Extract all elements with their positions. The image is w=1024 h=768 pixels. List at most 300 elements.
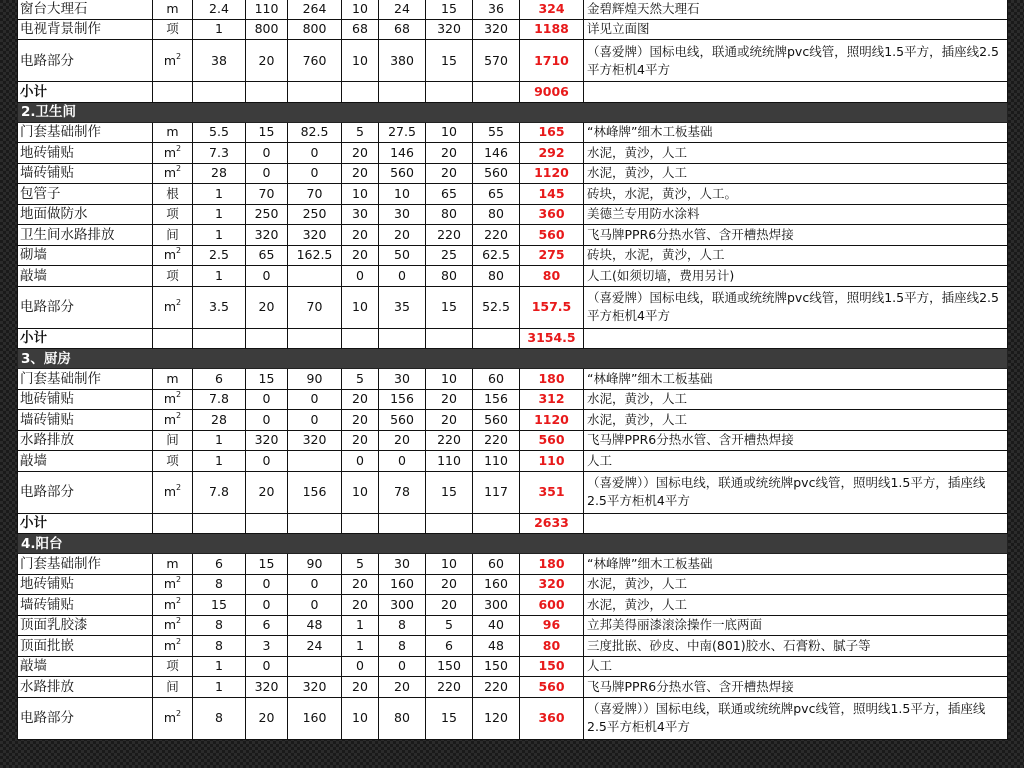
- row-total-cell[interactable]: 560: [520, 430, 584, 451]
- auxiliary-price-cell[interactable]: 10: [342, 40, 379, 82]
- item-name[interactable]: 敲墙: [18, 656, 153, 677]
- auxiliary-price-cell[interactable]: 20: [342, 143, 379, 164]
- item-name[interactable]: 敲墙: [18, 451, 153, 472]
- empty-cell[interactable]: [246, 513, 288, 534]
- material-price-cell[interactable]: 110: [246, 0, 288, 19]
- auxiliary-total-cell[interactable]: 30: [379, 369, 426, 390]
- empty-cell[interactable]: [288, 513, 342, 534]
- description-cell[interactable]: “林峰牌”细木工板基础: [584, 554, 1008, 575]
- empty-cell[interactable]: [153, 82, 193, 103]
- empty-cell[interactable]: [426, 328, 473, 349]
- labor-total-cell[interactable]: 80: [473, 266, 520, 287]
- unit-cell[interactable]: [153, 184, 193, 205]
- empty-cell[interactable]: [342, 82, 379, 103]
- subtotal-value[interactable]: 3154.5: [520, 328, 584, 349]
- labor-price-cell[interactable]: 6: [426, 636, 473, 657]
- empty-cell[interactable]: [153, 328, 193, 349]
- description-cell[interactable]: 砖块，水泥，黄沙，人工。: [584, 184, 1008, 205]
- description-cell[interactable]: “林峰牌”细木工板基础: [584, 122, 1008, 143]
- labor-price-cell[interactable]: 15: [426, 0, 473, 19]
- labor-total-cell[interactable]: 120: [473, 697, 520, 739]
- labor-total-cell[interactable]: 110: [473, 451, 520, 472]
- labor-price-cell[interactable]: 20: [426, 574, 473, 595]
- quantity-cell[interactable]: 8: [193, 697, 246, 739]
- material-price-cell[interactable]: 320: [246, 677, 288, 698]
- section-title[interactable]: 2.卫生间: [18, 102, 1008, 122]
- labor-total-cell[interactable]: 156: [473, 389, 520, 410]
- description-cell[interactable]: 水泥，黄沙，人工: [584, 595, 1008, 616]
- labor-price-cell[interactable]: 20: [426, 410, 473, 431]
- section-title[interactable]: 4.阳台: [18, 534, 1008, 554]
- labor-total-cell[interactable]: 570: [473, 40, 520, 82]
- labor-price-cell[interactable]: 15: [426, 286, 473, 328]
- labor-price-cell[interactable]: 10: [426, 122, 473, 143]
- item-name[interactable]: 砌墙: [18, 245, 153, 266]
- row-total-cell[interactable]: 312: [520, 389, 584, 410]
- description-cell[interactable]: （喜爱牌））国标电线，联通或统统牌pvc线管，照明线1.5平方，插座线2.5平方柜机4平方: [584, 697, 1008, 739]
- labor-price-cell[interactable]: 10: [426, 554, 473, 575]
- item-name[interactable]: 电视背景制作: [18, 19, 153, 40]
- quantity-cell[interactable]: 28: [193, 163, 246, 184]
- item-name[interactable]: 门套基础制作: [18, 122, 153, 143]
- material-price-cell[interactable]: 0: [246, 595, 288, 616]
- empty-cell[interactable]: [426, 82, 473, 103]
- material-price-cell[interactable]: 20: [246, 40, 288, 82]
- item-name[interactable]: 墙砖铺贴: [18, 595, 153, 616]
- auxiliary-price-cell[interactable]: 20: [342, 574, 379, 595]
- auxiliary-total-cell[interactable]: 35: [379, 286, 426, 328]
- labor-total-cell[interactable]: 36: [473, 0, 520, 19]
- material-total-cell[interactable]: 90: [288, 554, 342, 575]
- labor-total-cell[interactable]: 560: [473, 410, 520, 431]
- auxiliary-total-cell[interactable]: 0: [379, 266, 426, 287]
- labor-total-cell[interactable]: 320: [473, 19, 520, 40]
- auxiliary-total-cell[interactable]: 20: [379, 677, 426, 698]
- empty-cell[interactable]: [473, 513, 520, 534]
- material-total-cell[interactable]: 800: [288, 19, 342, 40]
- quantity-cell[interactable]: 1: [193, 677, 246, 698]
- empty-cell[interactable]: [426, 513, 473, 534]
- description-cell[interactable]: （喜爱牌）国标电线，联通或统统牌pvc线管，照明线1.5平方，插座线2.5平方柜机4平方: [584, 40, 1008, 82]
- item-name[interactable]: 电路部分: [18, 697, 153, 739]
- quantity-cell[interactable]: 1: [193, 184, 246, 205]
- auxiliary-total-cell[interactable]: 68: [379, 19, 426, 40]
- labor-price-cell[interactable]: 20: [426, 595, 473, 616]
- empty-cell[interactable]: [473, 328, 520, 349]
- empty-cell[interactable]: [379, 82, 426, 103]
- labor-total-cell[interactable]: 60: [473, 369, 520, 390]
- auxiliary-total-cell[interactable]: 30: [379, 554, 426, 575]
- material-price-cell[interactable]: 3: [246, 636, 288, 657]
- auxiliary-total-cell[interactable]: 560: [379, 410, 426, 431]
- row-total-cell[interactable]: 1188: [520, 19, 584, 40]
- material-price-cell[interactable]: 15: [246, 122, 288, 143]
- empty-cell[interactable]: [342, 513, 379, 534]
- item-name[interactable]: 墙砖铺贴: [18, 410, 153, 431]
- auxiliary-total-cell[interactable]: 0: [379, 656, 426, 677]
- material-total-cell[interactable]: [288, 451, 342, 472]
- row-total-cell[interactable]: 560: [520, 225, 584, 246]
- description-cell[interactable]: 金碧辉煌天然大理石: [584, 0, 1008, 19]
- material-price-cell[interactable]: 20: [246, 286, 288, 328]
- unit-cell[interactable]: [153, 451, 193, 472]
- auxiliary-total-cell[interactable]: 560: [379, 163, 426, 184]
- row-total-cell[interactable]: 320: [520, 574, 584, 595]
- unit-cell[interactable]: [153, 245, 193, 266]
- auxiliary-total-cell[interactable]: 156: [379, 389, 426, 410]
- unit-cell[interactable]: [153, 40, 193, 82]
- unit-cell[interactable]: [153, 554, 193, 575]
- labor-price-cell[interactable]: 20: [426, 389, 473, 410]
- item-name[interactable]: 电路部分: [18, 40, 153, 82]
- material-total-cell[interactable]: 0: [288, 389, 342, 410]
- auxiliary-price-cell[interactable]: 20: [342, 163, 379, 184]
- row-total-cell[interactable]: 150: [520, 656, 584, 677]
- labor-price-cell[interactable]: 220: [426, 430, 473, 451]
- description-cell[interactable]: 砖块，水泥，黄沙，人工: [584, 245, 1008, 266]
- unit-cell[interactable]: [153, 389, 193, 410]
- labor-total-cell[interactable]: 560: [473, 163, 520, 184]
- description-cell[interactable]: 立邦美得丽漆滚涂操作一底两面: [584, 615, 1008, 636]
- auxiliary-price-cell[interactable]: 0: [342, 451, 379, 472]
- description-cell[interactable]: 飞马牌PPR6分热水管、含开槽热焊接: [584, 225, 1008, 246]
- row-total-cell[interactable]: 157.5: [520, 286, 584, 328]
- empty-cell[interactable]: [473, 82, 520, 103]
- material-price-cell[interactable]: 0: [246, 410, 288, 431]
- unit-cell[interactable]: [153, 204, 193, 225]
- description-cell[interactable]: 水泥，黄沙，人工: [584, 163, 1008, 184]
- row-total-cell[interactable]: 110: [520, 451, 584, 472]
- row-total-cell[interactable]: 275: [520, 245, 584, 266]
- material-price-cell[interactable]: 0: [246, 389, 288, 410]
- auxiliary-price-cell[interactable]: 10: [342, 286, 379, 328]
- material-total-cell[interactable]: 70: [288, 184, 342, 205]
- auxiliary-price-cell[interactable]: 20: [342, 245, 379, 266]
- subtotal-label[interactable]: 小计: [18, 82, 153, 103]
- unit-cell[interactable]: [153, 286, 193, 328]
- auxiliary-price-cell[interactable]: 20: [342, 430, 379, 451]
- item-name[interactable]: 顶面批嵌: [18, 636, 153, 657]
- section-title[interactable]: 3、厨房: [18, 349, 1008, 369]
- quantity-cell[interactable]: 5.5: [193, 122, 246, 143]
- labor-total-cell[interactable]: 160: [473, 574, 520, 595]
- auxiliary-total-cell[interactable]: 80: [379, 697, 426, 739]
- labor-total-cell[interactable]: 220: [473, 225, 520, 246]
- auxiliary-price-cell[interactable]: 10: [342, 0, 379, 19]
- labor-price-cell[interactable]: 25: [426, 245, 473, 266]
- labor-price-cell[interactable]: 320: [426, 19, 473, 40]
- quantity-cell[interactable]: 15: [193, 595, 246, 616]
- auxiliary-total-cell[interactable]: 8: [379, 636, 426, 657]
- material-total-cell[interactable]: 0: [288, 595, 342, 616]
- material-total-cell[interactable]: 0: [288, 163, 342, 184]
- auxiliary-total-cell[interactable]: 0: [379, 451, 426, 472]
- material-total-cell[interactable]: 82.5: [288, 122, 342, 143]
- unit-cell[interactable]: [153, 19, 193, 40]
- row-total-cell[interactable]: 1120: [520, 163, 584, 184]
- quantity-cell[interactable]: 7.3: [193, 143, 246, 164]
- description-cell[interactable]: 人工: [584, 451, 1008, 472]
- description-cell[interactable]: （喜爱牌）国标电线，联通或统统牌pvc线管，照明线1.5平方，插座线2.5平方柜机4平方: [584, 286, 1008, 328]
- material-price-cell[interactable]: 6: [246, 615, 288, 636]
- unit-cell[interactable]: [153, 225, 193, 246]
- unit-cell[interactable]: [153, 574, 193, 595]
- row-total-cell[interactable]: 600: [520, 595, 584, 616]
- unit-cell[interactable]: [153, 369, 193, 390]
- empty-cell[interactable]: [193, 82, 246, 103]
- labor-price-cell[interactable]: 15: [426, 471, 473, 513]
- item-name[interactable]: 水路排放: [18, 430, 153, 451]
- quantity-cell[interactable]: 7.8: [193, 471, 246, 513]
- material-total-cell[interactable]: 0: [288, 410, 342, 431]
- unit-cell[interactable]: [153, 410, 193, 431]
- row-total-cell[interactable]: 324: [520, 0, 584, 19]
- description-cell[interactable]: 飞马牌PPR6分热水管、含开槽热焊接: [584, 430, 1008, 451]
- unit-cell[interactable]: [153, 656, 193, 677]
- quantity-cell[interactable]: 8: [193, 636, 246, 657]
- item-name[interactable]: 墙砖铺贴: [18, 163, 153, 184]
- material-price-cell[interactable]: 320: [246, 225, 288, 246]
- subtotal-label[interactable]: 小计: [18, 513, 153, 534]
- unit-cell[interactable]: [153, 615, 193, 636]
- description-cell[interactable]: 人工: [584, 656, 1008, 677]
- item-name[interactable]: 卫生间水路排放: [18, 225, 153, 246]
- empty-cell[interactable]: [288, 82, 342, 103]
- labor-price-cell[interactable]: 150: [426, 656, 473, 677]
- labor-total-cell[interactable]: 40: [473, 615, 520, 636]
- auxiliary-total-cell[interactable]: 10: [379, 184, 426, 205]
- description-cell[interactable]: 水泥，黄沙，人工: [584, 410, 1008, 431]
- auxiliary-total-cell[interactable]: 146: [379, 143, 426, 164]
- auxiliary-price-cell[interactable]: 1: [342, 615, 379, 636]
- material-total-cell[interactable]: 156: [288, 471, 342, 513]
- labor-price-cell[interactable]: 5: [426, 615, 473, 636]
- labor-total-cell[interactable]: 65: [473, 184, 520, 205]
- labor-price-cell[interactable]: 220: [426, 677, 473, 698]
- material-price-cell[interactable]: 0: [246, 163, 288, 184]
- item-name[interactable]: 地砖铺贴: [18, 574, 153, 595]
- quantity-cell[interactable]: 1: [193, 204, 246, 225]
- quantity-cell[interactable]: 8: [193, 574, 246, 595]
- material-price-cell[interactable]: 65: [246, 245, 288, 266]
- material-total-cell[interactable]: 90: [288, 369, 342, 390]
- item-name[interactable]: 电路部分: [18, 286, 153, 328]
- labor-total-cell[interactable]: 60: [473, 554, 520, 575]
- auxiliary-total-cell[interactable]: 24: [379, 0, 426, 19]
- labor-total-cell[interactable]: 146: [473, 143, 520, 164]
- row-total-cell[interactable]: 80: [520, 266, 584, 287]
- material-total-cell[interactable]: [288, 656, 342, 677]
- material-price-cell[interactable]: 20: [246, 697, 288, 739]
- auxiliary-total-cell[interactable]: 20: [379, 430, 426, 451]
- empty-cell[interactable]: [584, 82, 1008, 103]
- unit-cell[interactable]: [153, 697, 193, 739]
- empty-cell[interactable]: [379, 328, 426, 349]
- quantity-cell[interactable]: 2.5: [193, 245, 246, 266]
- auxiliary-total-cell[interactable]: 160: [379, 574, 426, 595]
- labor-total-cell[interactable]: 300: [473, 595, 520, 616]
- item-name[interactable]: 门套基础制作: [18, 554, 153, 575]
- quantity-cell[interactable]: 8: [193, 615, 246, 636]
- subtotal-label[interactable]: 小计: [18, 328, 153, 349]
- item-name[interactable]: 门套基础制作: [18, 369, 153, 390]
- material-price-cell[interactable]: 0: [246, 143, 288, 164]
- row-total-cell[interactable]: 560: [520, 677, 584, 698]
- auxiliary-total-cell[interactable]: 27.5: [379, 122, 426, 143]
- row-total-cell[interactable]: 145: [520, 184, 584, 205]
- auxiliary-price-cell[interactable]: 0: [342, 266, 379, 287]
- quantity-cell[interactable]: 1: [193, 225, 246, 246]
- material-total-cell[interactable]: 160: [288, 697, 342, 739]
- quantity-cell[interactable]: 1: [193, 451, 246, 472]
- description-cell[interactable]: 水泥，黄沙，人工: [584, 143, 1008, 164]
- auxiliary-price-cell[interactable]: 20: [342, 677, 379, 698]
- description-cell[interactable]: “林峰牌”细木工板基础: [584, 369, 1008, 390]
- labor-total-cell[interactable]: 62.5: [473, 245, 520, 266]
- auxiliary-price-cell[interactable]: 30: [342, 204, 379, 225]
- material-price-cell[interactable]: 20: [246, 471, 288, 513]
- material-price-cell[interactable]: 320: [246, 430, 288, 451]
- auxiliary-price-cell[interactable]: 5: [342, 122, 379, 143]
- item-name[interactable]: 地面做防水: [18, 204, 153, 225]
- labor-total-cell[interactable]: 55: [473, 122, 520, 143]
- auxiliary-price-cell[interactable]: 1: [342, 636, 379, 657]
- labor-total-cell[interactable]: 220: [473, 677, 520, 698]
- row-total-cell[interactable]: 165: [520, 122, 584, 143]
- auxiliary-price-cell[interactable]: 68: [342, 19, 379, 40]
- material-total-cell[interactable]: 264: [288, 0, 342, 19]
- description-cell[interactable]: 人工(如须切墙，费用另计): [584, 266, 1008, 287]
- item-name[interactable]: 电路部分: [18, 471, 153, 513]
- auxiliary-price-cell[interactable]: 10: [342, 471, 379, 513]
- description-cell[interactable]: 水泥，黄沙，人工: [584, 574, 1008, 595]
- row-total-cell[interactable]: 96: [520, 615, 584, 636]
- auxiliary-total-cell[interactable]: 50: [379, 245, 426, 266]
- row-total-cell[interactable]: 360: [520, 697, 584, 739]
- unit-cell[interactable]: [153, 0, 193, 19]
- empty-cell[interactable]: [193, 328, 246, 349]
- empty-cell[interactable]: [584, 328, 1008, 349]
- description-cell[interactable]: 详见立面图: [584, 19, 1008, 40]
- unit-cell[interactable]: [153, 636, 193, 657]
- quantity-cell[interactable]: 1: [193, 656, 246, 677]
- empty-cell[interactable]: [288, 328, 342, 349]
- description-cell[interactable]: （喜爱牌））国标电线，联通或统统牌pvc线管，照明线1.5平方，插座线2.5平方柜机4平方: [584, 471, 1008, 513]
- quantity-cell[interactable]: 38: [193, 40, 246, 82]
- auxiliary-price-cell[interactable]: 20: [342, 225, 379, 246]
- labor-total-cell[interactable]: 150: [473, 656, 520, 677]
- quantity-cell[interactable]: 28: [193, 410, 246, 431]
- labor-total-cell[interactable]: 80: [473, 204, 520, 225]
- labor-price-cell[interactable]: 110: [426, 451, 473, 472]
- material-price-cell[interactable]: 250: [246, 204, 288, 225]
- unit-cell[interactable]: [153, 122, 193, 143]
- row-total-cell[interactable]: 292: [520, 143, 584, 164]
- material-total-cell[interactable]: 0: [288, 574, 342, 595]
- labor-total-cell[interactable]: 220: [473, 430, 520, 451]
- material-total-cell[interactable]: 760: [288, 40, 342, 82]
- material-total-cell[interactable]: 70: [288, 286, 342, 328]
- labor-total-cell[interactable]: 117: [473, 471, 520, 513]
- empty-cell[interactable]: [193, 513, 246, 534]
- description-cell[interactable]: 美德兰专用防水涂料: [584, 204, 1008, 225]
- description-cell[interactable]: 飞马牌PPR6分热水管、含开槽热焊接: [584, 677, 1008, 698]
- subtotal-value[interactable]: 2633: [520, 513, 584, 534]
- material-total-cell[interactable]: 0: [288, 143, 342, 164]
- labor-price-cell[interactable]: 20: [426, 143, 473, 164]
- row-total-cell[interactable]: 180: [520, 369, 584, 390]
- material-price-cell[interactable]: 0: [246, 451, 288, 472]
- item-name[interactable]: 包管子: [18, 184, 153, 205]
- auxiliary-total-cell[interactable]: 300: [379, 595, 426, 616]
- empty-cell[interactable]: [379, 513, 426, 534]
- auxiliary-total-cell[interactable]: 20: [379, 225, 426, 246]
- material-total-cell[interactable]: 24: [288, 636, 342, 657]
- material-total-cell[interactable]: [288, 266, 342, 287]
- material-price-cell[interactable]: 15: [246, 554, 288, 575]
- unit-cell[interactable]: [153, 266, 193, 287]
- labor-price-cell[interactable]: 10: [426, 369, 473, 390]
- material-total-cell[interactable]: 250: [288, 204, 342, 225]
- item-name[interactable]: 地砖铺贴: [18, 143, 153, 164]
- row-total-cell[interactable]: 351: [520, 471, 584, 513]
- labor-price-cell[interactable]: 80: [426, 266, 473, 287]
- auxiliary-total-cell[interactable]: 8: [379, 615, 426, 636]
- quantity-cell[interactable]: 6: [193, 554, 246, 575]
- material-price-cell[interactable]: 0: [246, 266, 288, 287]
- labor-price-cell[interactable]: 15: [426, 40, 473, 82]
- material-price-cell[interactable]: 800: [246, 19, 288, 40]
- item-name[interactable]: 水路排放: [18, 677, 153, 698]
- labor-total-cell[interactable]: 52.5: [473, 286, 520, 328]
- quantity-cell[interactable]: 1: [193, 266, 246, 287]
- auxiliary-price-cell[interactable]: 5: [342, 554, 379, 575]
- material-price-cell[interactable]: 15: [246, 369, 288, 390]
- auxiliary-price-cell[interactable]: 20: [342, 595, 379, 616]
- labor-price-cell[interactable]: 220: [426, 225, 473, 246]
- row-total-cell[interactable]: 180: [520, 554, 584, 575]
- auxiliary-price-cell[interactable]: 10: [342, 697, 379, 739]
- auxiliary-total-cell[interactable]: 30: [379, 204, 426, 225]
- labor-total-cell[interactable]: 48: [473, 636, 520, 657]
- unit-cell[interactable]: [153, 163, 193, 184]
- auxiliary-price-cell[interactable]: 20: [342, 389, 379, 410]
- empty-cell[interactable]: [584, 513, 1008, 534]
- unit-cell[interactable]: [153, 677, 193, 698]
- empty-cell[interactable]: [342, 328, 379, 349]
- empty-cell[interactable]: [246, 82, 288, 103]
- labor-price-cell[interactable]: 15: [426, 697, 473, 739]
- quantity-cell[interactable]: 2.4: [193, 0, 246, 19]
- auxiliary-price-cell[interactable]: 20: [342, 410, 379, 431]
- quantity-cell[interactable]: 1: [193, 19, 246, 40]
- material-total-cell[interactable]: 320: [288, 225, 342, 246]
- quantity-cell[interactable]: 3.5: [193, 286, 246, 328]
- empty-cell[interactable]: [246, 328, 288, 349]
- description-cell[interactable]: 三度批嵌、砂皮、中南(801)胶水、石膏粉、腻子等: [584, 636, 1008, 657]
- unit-cell[interactable]: [153, 595, 193, 616]
- material-price-cell[interactable]: 0: [246, 656, 288, 677]
- subtotal-value[interactable]: 9006: [520, 82, 584, 103]
- auxiliary-price-cell[interactable]: 5: [342, 369, 379, 390]
- item-name[interactable]: 地砖铺贴: [18, 389, 153, 410]
- auxiliary-price-cell[interactable]: 10: [342, 184, 379, 205]
- item-name[interactable]: 敲墙: [18, 266, 153, 287]
- material-price-cell[interactable]: 0: [246, 574, 288, 595]
- quantity-cell[interactable]: 1: [193, 430, 246, 451]
- auxiliary-price-cell[interactable]: 0: [342, 656, 379, 677]
- quantity-cell[interactable]: 7.8: [193, 389, 246, 410]
